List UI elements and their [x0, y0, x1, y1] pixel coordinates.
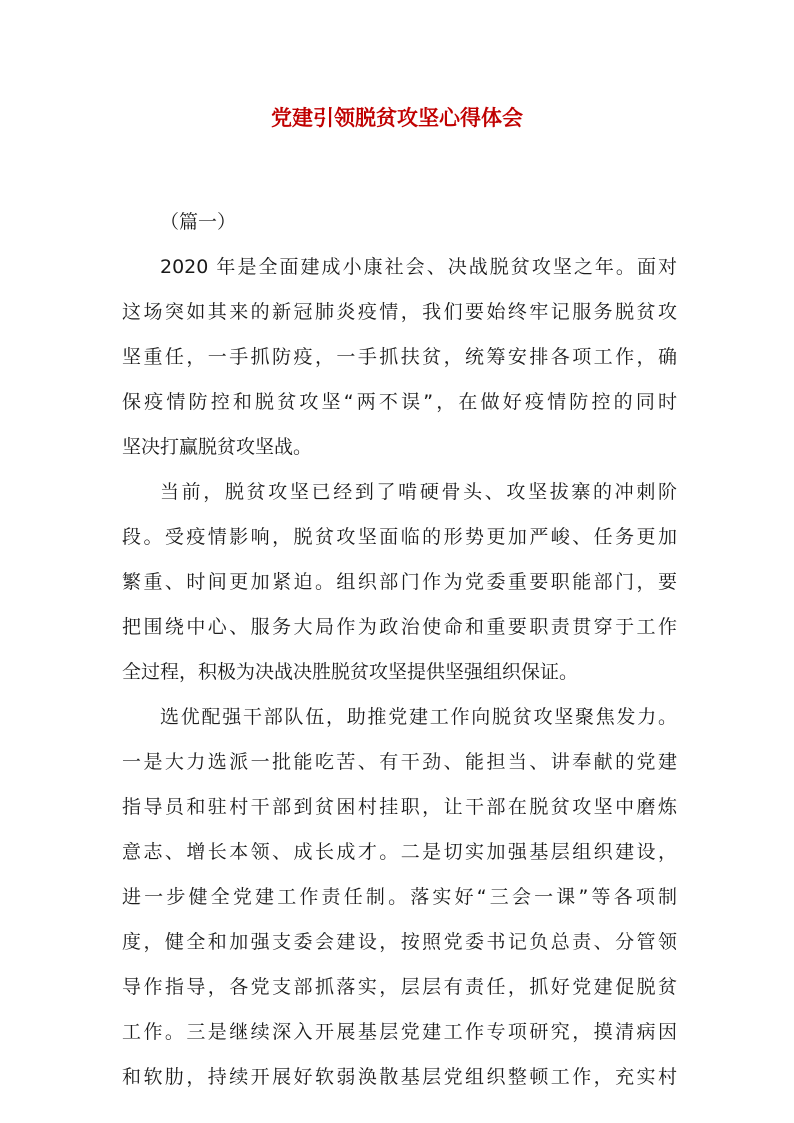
paragraph-line: 2020 年是全面建成小康社会、决战脱贫攻坚之年。面对 — [160, 256, 677, 278]
paragraph-line: 段。受疫情影响，脱贫攻坚面临的形势更加严峻、任务更加 — [122, 526, 677, 548]
paragraph-line: 把围绕中心、服务大局作为政治使命和重要职责贯穿于工作 — [122, 616, 677, 638]
paragraph-line: 进一步健全党建工作责任制。落实好“三会一课”等各项制 — [122, 886, 677, 908]
paragraph-line: 一是大力选派一批能吃苦、有干劲、能担当、讲奉献的党建 — [122, 751, 677, 773]
section-label: （篇一） — [160, 211, 237, 233]
paragraph-line: 和软肋，持续开展好软弱涣散基层党组织整顿工作，充实村 — [122, 1066, 677, 1088]
paragraph-line: 指导员和驻村干部到贫困村挂职，让干部在脱贫攻坚中磨炼 — [122, 796, 677, 818]
paragraph-line: 全过程，积极为决战决胜脱贫攻坚提供坚强组织保证。 — [122, 661, 579, 683]
paragraph-line: 繁重、时间更加紧迫。组织部门作为党委重要职能部门，要 — [122, 571, 677, 593]
paragraph-line: 坚重任，一手抓防疫，一手抓扶贫，统筹安排各项工作，确 — [122, 346, 677, 368]
paragraph-line: 选优配强干部队伍，助推党建工作向脱贫攻坚聚焦发力。 — [160, 706, 677, 728]
paragraph-line: 保疫情防控和脱贫攻坚“两不误”，在做好疫情防控的同时 — [122, 391, 677, 413]
paragraph-line: 导作指导，各党支部抓落实，层层有责任，抓好党建促脱贫 — [122, 976, 677, 998]
paragraph-line: 度，健全和加强支委会建设，按照党委书记负总责、分管领 — [122, 931, 677, 953]
document-title: 党建引领脱贫攻坚心得体会 — [271, 105, 523, 130]
paragraph-3 — [122, 695, 677, 1100]
paragraph-line: 当前，脱贫攻坚已经到了啃硬骨头、攻坚拔寨的冲刺阶 — [160, 481, 677, 503]
paragraph-1 — [122, 245, 677, 470]
document-body — [122, 200, 677, 1100]
paragraph-2 — [122, 470, 677, 695]
paragraph-line: 意志、增长本领、成长成才。二是切实加强基层组织建设， — [122, 841, 677, 863]
paragraph-line: 坚决打赢脱贫攻坚战。 — [122, 436, 313, 458]
paragraph-line: 这场突如其来的新冠肺炎疫情，我们要始终牢记服务脱贫攻 — [122, 301, 677, 323]
paragraph-line: 工作。三是继续深入开展基层党建工作专项研究，摸清病因 — [122, 1021, 677, 1043]
